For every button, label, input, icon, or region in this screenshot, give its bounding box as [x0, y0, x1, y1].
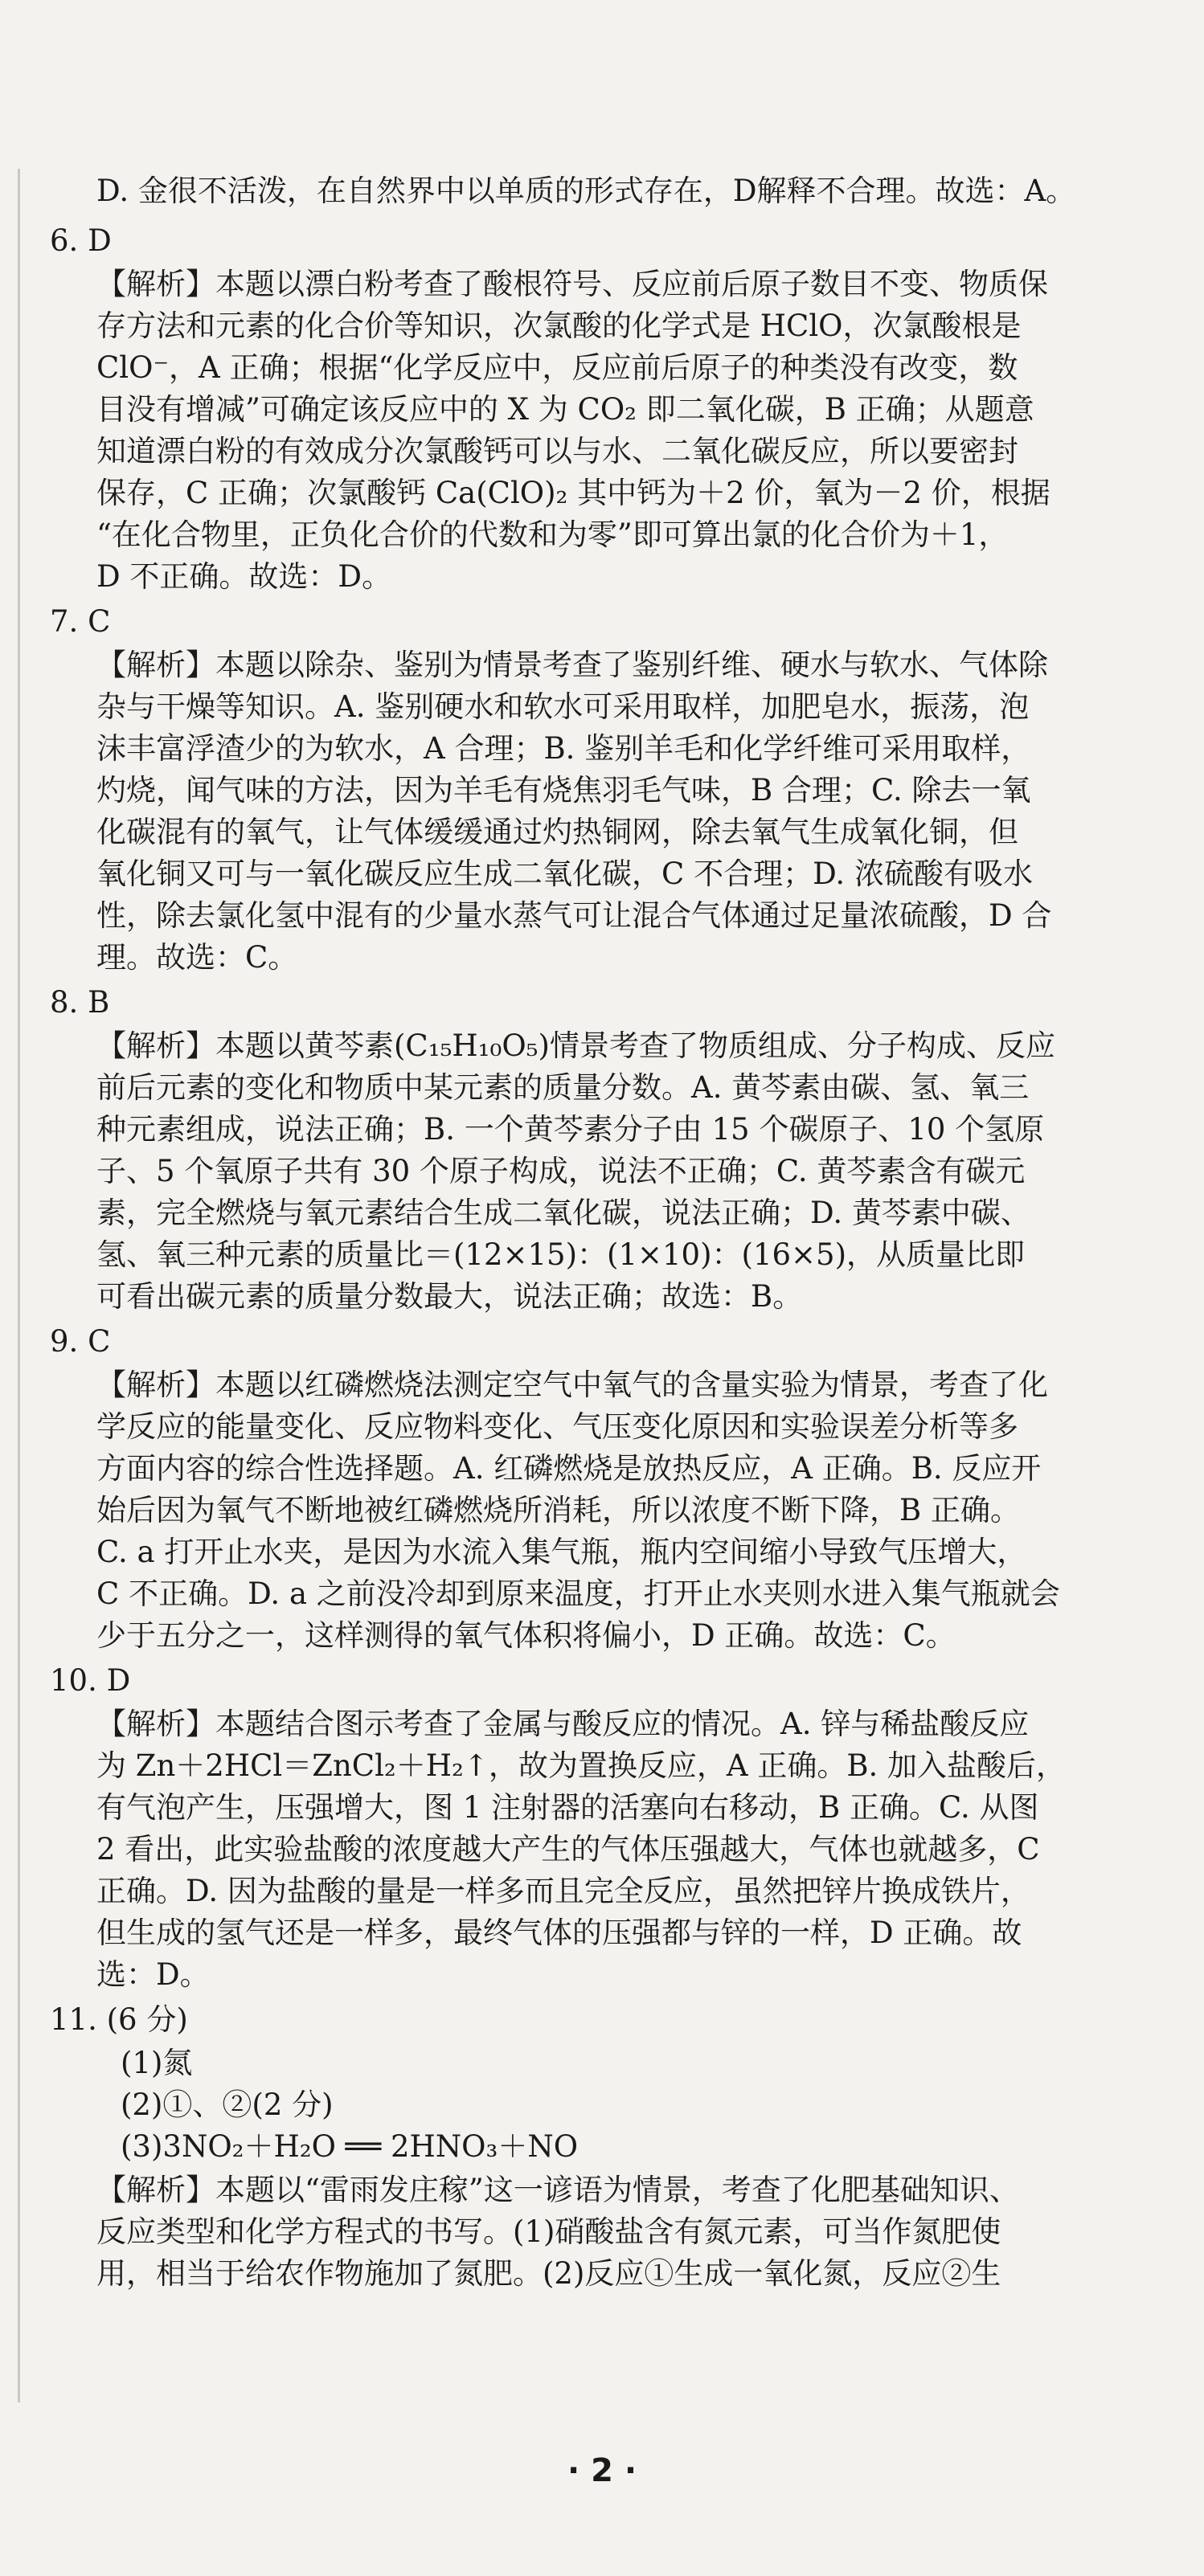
text-line: 种元素组成，说法正确；B. 一个黄芩素分子由 15 个碳原子、10 个氢原: [96, 1112, 1045, 1147]
question-number: 10. D: [50, 1663, 131, 1698]
text-line: 子、5 个氧原子共有 30 个原子构成，说法不正确；C. 黄芩素含有碳元: [96, 1154, 1026, 1188]
text-line: 素，完全燃烧与氧元素结合生成二氧化碳，说法正确；D. 黄芩素中碳、: [96, 1196, 1030, 1230]
text-line: 正确。D. 因为盐酸的量是一样多而且完全反应，虽然把锌片换成铁片，: [96, 1874, 1030, 1908]
text-line: 杂与干燥等知识。A. 鉴别硬水和软水可采用取样，加肥皂水，振荡，泡: [96, 689, 1030, 724]
text-line: 有气泡产生，压强增大，图 1 注射器的活塞向右移动，B 正确。C. 从图: [96, 1790, 1039, 1825]
text-line: 始后因为氧气不断地被红磷燃烧所消耗，所以浓度不断下降，B 正确。: [96, 1493, 1020, 1527]
text-line: 选：D。: [96, 1957, 210, 1992]
text-line: 【解析】本题以漂白粉考查了酸根符号、反应前后原子数目不变、物质保: [96, 267, 1048, 301]
text-line: D. 金很不活泼，在自然界中以单质的形式存在，D解释不合理。故选：A。: [96, 174, 1076, 208]
answer-part: (2)①、②(2 分): [121, 2087, 334, 2122]
text-line: 学反应的能量变化、反应物料变化、气压变化原因和实验误差分析等多: [96, 1409, 1018, 1444]
text-line: D 不正确。故选：D。: [96, 559, 392, 594]
answer-part: (3)3NO₂＋H₂O ══ 2HNO₃＋NO: [121, 2129, 579, 2164]
text-line: 【解析】本题以红磷燃烧法测定空气中氧气的含量实验为情景，考查了化: [96, 1368, 1048, 1402]
text-line: ClO⁻，A 正确；根据“化学反应中，反应前后原子的种类没有改变，数: [96, 350, 1018, 385]
text-line: 用，相当于给农作物施加了氮肥。(2)反应①生成一氧化氮，反应②生: [96, 2256, 1001, 2291]
text-line: 存方法和元素的化合价等知识，次氯酸的化学式是 HClO，次氯酸根是: [96, 309, 1022, 343]
text-line: 氧化铜又可与一氧化碳反应生成二氧化碳，C 不合理；D. 浓硫酸有吸水: [96, 857, 1033, 891]
text-line: 【解析】本题以黄芩素(C₁₅H₁₀O₅)情景考查了物质组成、分子构成、反应: [96, 1028, 1055, 1063]
text-line: 知道漂白粉的有效成分次氯酸钙可以与水、二氧化碳反应，所以要密封: [96, 434, 1018, 468]
question-number: 9. C: [50, 1324, 111, 1359]
text-line: C 不正确。D. a 之前没冷却到原来温度，打开止水夹则水进入集气瓶就会: [96, 1576, 1060, 1611]
question-number: 6. D: [50, 223, 112, 258]
text-line: 2 看出，此实验盐酸的浓度越大产生的气体压强越大，气体也就越多，C: [96, 1832, 1040, 1867]
text-line: 【解析】本题以“雷雨发庄稼”这一谚语为情景，考查了化肥基础知识、: [96, 2173, 1019, 2207]
text-line: 性，除去氯化氢中混有的少量水蒸气可让混合气体通过足量浓硫酸，D 合: [96, 898, 1052, 933]
text-line: 反应类型和化学方程式的书写。(1)硝酸盐含有氮元素，可当作氮肥使: [96, 2214, 1001, 2249]
text-line: 理。故选：C。: [96, 940, 298, 975]
text-line: 少于五分之一，这样测得的氧气体积将偏小，D 正确。故选：C。: [96, 1618, 956, 1653]
text-line: 方面内容的综合性选择题。A. 红磷燃烧是放热反应，A 正确。B. 反应开: [96, 1451, 1042, 1486]
question-number: 11. (6 分): [50, 2002, 188, 2037]
text-line: 前后元素的变化和物质中某元素的质量分数。A. 黄芩素由碳、氢、氧三: [96, 1070, 1030, 1105]
text-line: 沫丰富浮渣少的为软水，A 合理；B. 鉴别羊毛和化学纤维可采用取样，: [96, 731, 1031, 766]
text-line: 【解析】本题结合图示考查了金属与酸反应的情况。A. 锌与稀盐酸反应: [96, 1707, 1030, 1741]
text-line: 为 Zn＋2HCl＝ZnCl₂＋H₂↑，故为置换反应，A 正确。B. 加入盐酸后，: [96, 1748, 1067, 1783]
question-number: 8. B: [50, 985, 110, 1020]
text-line: 但生成的氢气还是一样多，最终气体的压强都与锌的一样，D 正确。故: [96, 1916, 1022, 1950]
text-line: “在化合物里，正负化合价的代数和为零”即可算出氯的化合价为＋1，: [96, 517, 1009, 552]
question-number: 7. C: [50, 604, 111, 639]
text-line: 目没有增减”可确定该反应中的 X 为 CO₂ 即二氧化碳，B 正确；从题意: [96, 392, 1034, 427]
page-number: · 2 ·: [567, 2452, 637, 2489]
text-line: C. a 打开止水夹，是因为水流入集气瓶，瓶内空间缩小导致气压增大，: [96, 1535, 1027, 1569]
answer-part: (1)氮: [121, 2046, 193, 2080]
text-line: 化碳混有的氧气，让气体缓缓通过灼热铜网，除去氧气生成氧化铜，但: [96, 815, 1018, 849]
text-line: 保存，C 正确；次氯酸钙 Ca(ClO)₂ 其中钙为＋2 价，氧为－2 价，根据: [96, 476, 1050, 510]
text-line: 氢、氧三种元素的质量比＝(12×15)：(1×10)：(16×5)，从质量比即: [96, 1237, 1026, 1272]
text-line: 【解析】本题以除杂、鉴别为情景考查了鉴别纤维、硬水与软水、气体除: [96, 648, 1048, 682]
text-line: 可看出碳元素的质量分数最大，说法正确；故选：B。: [96, 1279, 803, 1314]
text-line: 灼烧，闻气味的方法，因为羊毛有烧焦羽毛气味，B 合理；C. 除去一氧: [96, 773, 1031, 808]
